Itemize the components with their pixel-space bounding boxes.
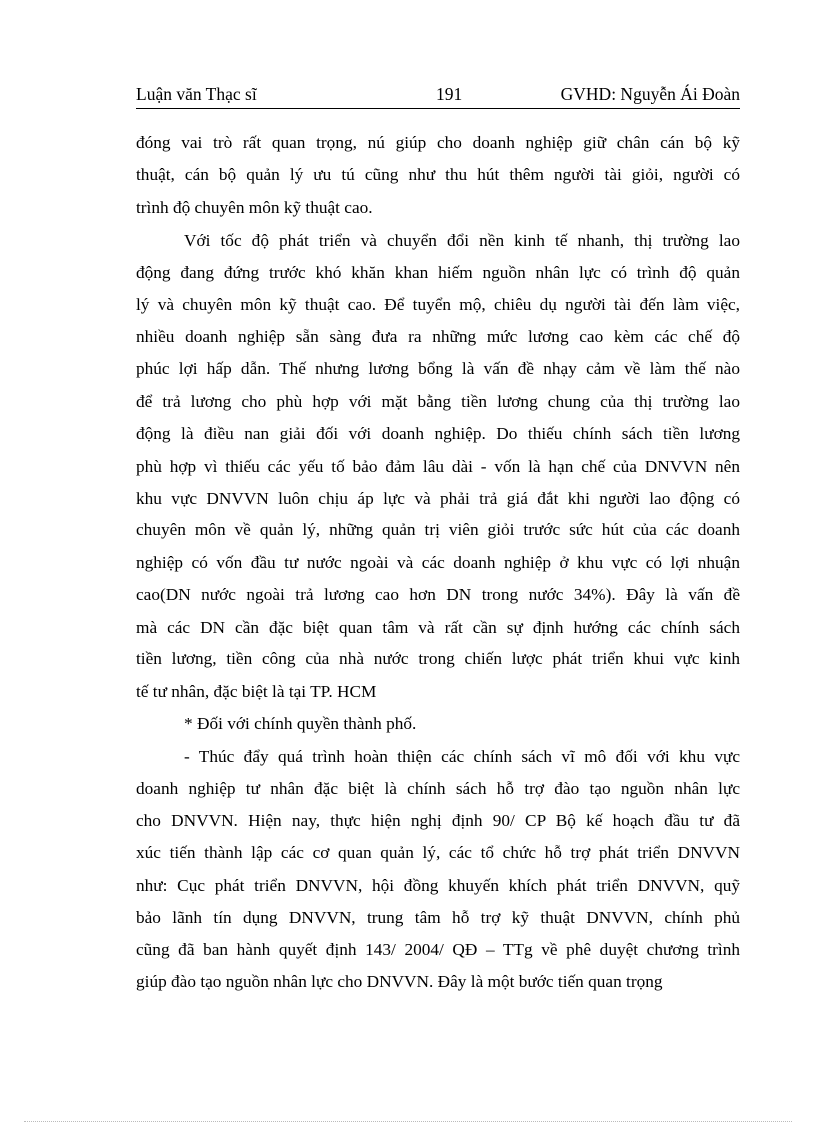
text-line: thuật, cán bộ quản lý ưu tú cũng như thu hút thêm người tài giỏi, người có	[136, 165, 740, 184]
text-line: động đang đứng trước khó khăn khan hiếm nguồn nhân lực có trình độ quản	[136, 263, 740, 282]
text-line: để trả lương cho phù hợp với mặt bằng tiền lương chung của thị trường lao	[136, 392, 740, 411]
header-thesis-label: Luận văn Thạc sĩ	[136, 84, 257, 104]
header-divider	[136, 108, 740, 109]
text-line: xúc tiến thành lập các cơ quan quản lý, các tổ chức hỗ trợ phát triển DNVVN	[136, 843, 740, 862]
page-number: 191	[436, 84, 463, 104]
text-line: tiền lương, tiền công của nhà nước trong chiến lược phát triển khui vực kinh	[136, 649, 740, 668]
text-line: nhiều doanh nghiệp sẵn sàng đưa ra những mức lương cao kèm các chế độ	[136, 327, 740, 346]
text-line: khu vực DNVVN luôn chịu áp lực và phải trả giá đắt khi người lao động có	[136, 489, 740, 508]
text-line: cao(DN nước ngoài trả lương cao hơn DN trong nước 34%). Đây là vấn đề	[136, 585, 740, 604]
text-line: như: Cục phát triển DNVVN, hội đồng khuyến khích phát triển DNVVN, quỹ	[136, 876, 740, 895]
text-line: mà các DN cần đặc biệt quan tâm và rất cần sự định hướng các chính sách	[136, 618, 740, 637]
text-line: động là điều nan giải đối với doanh nghiệp. Do thiếu chính sách tiền lương	[136, 424, 740, 443]
text-line: phúc lợi hấp dẫn. Thế nhưng lương bổng là vấn đề nhạy cảm về làm thế nào	[136, 359, 740, 378]
text-line: trình độ chuyên môn kỹ thuật cao.	[136, 198, 373, 217]
text-line: đóng vai trò rất quan trọng, nú giúp cho doanh nghiệp giữ chân cán bộ kỹ	[136, 133, 740, 152]
text-line: cho DNVVN. Hiện nay, thực hiện nghị định 90/ CP Bộ kế hoạch đầu tư đã	[136, 811, 740, 830]
text-line: lý và chuyên môn kỹ thuật cao. Để tuyển mộ, chiêu dụ người tài đến làm việc,	[136, 295, 740, 314]
text-line: doanh nghiệp tư nhân đặc biệt là chính sách hỗ trợ đào tạo nguồn nhân lực	[136, 779, 740, 798]
text-line: chuyên môn về quản lý, những quản trị viên giỏi trước sức hút của các doanh	[136, 520, 740, 539]
text-line: giúp đào tạo nguồn nhân lực cho DNVVN. Đây là một bước tiến quan trọng	[136, 972, 663, 991]
text-line: cũng đã ban hành quyết định 143/ 2004/ QĐ – TTg về phê duyệt chương trình	[136, 940, 740, 959]
header-advisor: GVHD: Nguyễn Ái Đoàn	[560, 84, 740, 104]
text-line: Với tốc độ phát triển và chuyển đổi nền kinh tế nhanh, thị trường lao	[184, 231, 740, 250]
text-line: nghiệp có vốn đầu tư nước ngoài và các doanh nghiệp ở khu vực có lợi nhuận	[136, 553, 740, 572]
text-line: phù hợp vì thiếu các yếu tố bảo đảm lâu dài - vốn là hạn chế của DNVVN nên	[136, 457, 740, 476]
text-line: - Thúc đẩy quá trình hoàn thiện các chính sách vĩ mô đối với khu vực	[184, 747, 740, 766]
text-line: bảo lãnh tín dụng DNVVN, trung tâm hỗ trợ kỹ thuật DNVVN, chính phủ	[136, 908, 740, 927]
text-line: tế tư nhân, đặc biệt là tại TP. HCM	[136, 682, 377, 701]
text-line: * Đối với chính quyền thành phố.	[184, 714, 417, 733]
page-bottom-border	[24, 1121, 792, 1122]
page-header	[136, 84, 740, 110]
